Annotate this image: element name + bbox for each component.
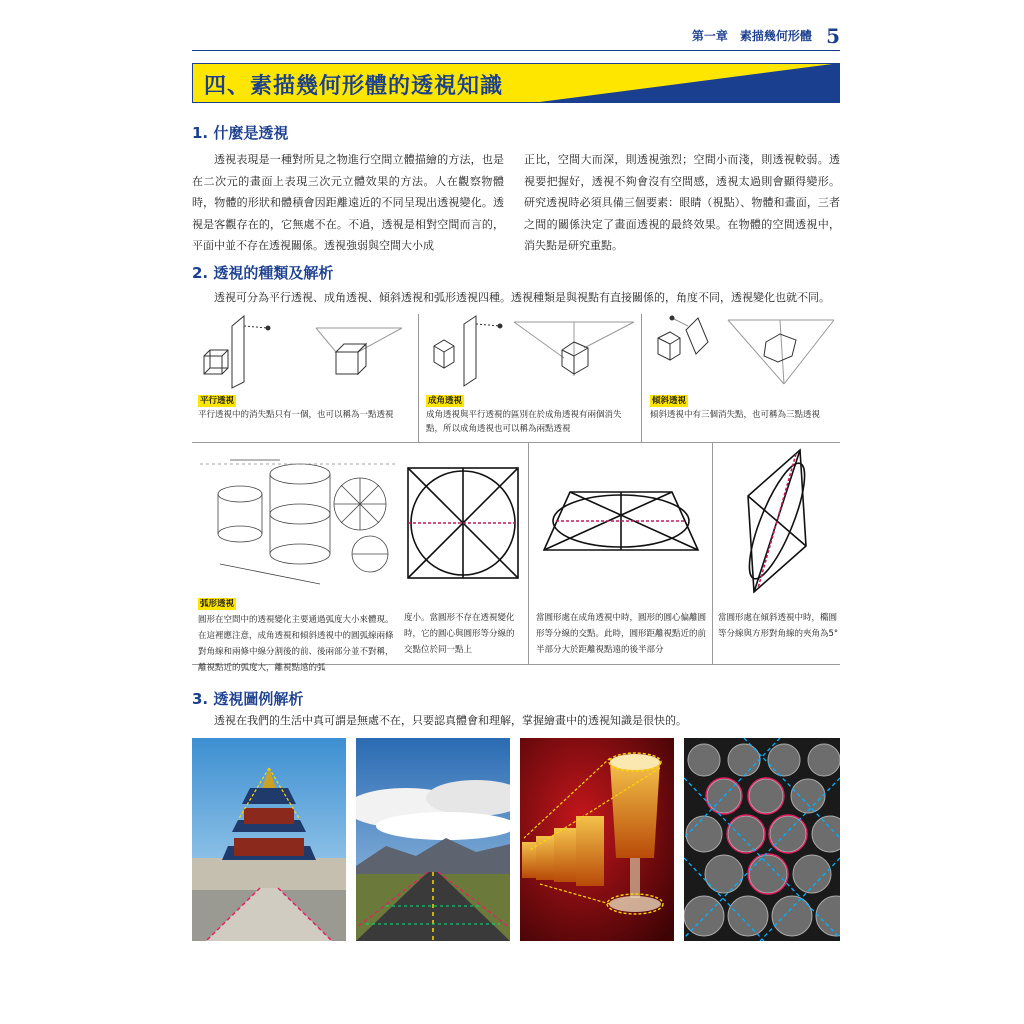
circle-in-square-figure [406,466,520,580]
section-2-intro: 透視可分為平行透視、成角透視、傾斜透視和弧形透視四種。透視種類是與視點有直接關係的，角度不同，透視變化也就不同。 [214,291,830,304]
arc-text-2: 度小。當圓形不存在透視變化時，它的圓心與圓形等分線的交點位於同一點上 [404,613,515,655]
parallel-perspective-figure [196,312,410,392]
angular-perspective-figure [424,312,636,392]
section-2-title: 2. 透視的種類及解析 [192,264,334,282]
angular-text: 成角透視與平行透視的區別在於成角透視有兩個消失點，所以成角透視也可以稱為兩點透視 [426,410,622,434]
circle-angular-figure [540,488,702,554]
running-header [692,24,840,48]
temple-photo [192,738,346,941]
arc-perspective-sketch [200,454,396,588]
column-divider [528,443,529,664]
circle-oblique-figure [744,448,810,594]
section-1-col-2: 正比，空間大而深，則透視強烈；空間小而淺，則透視較弱。透視要把握好，透視不夠會沒有空間感，透視太過則會顯得變形。研究透視時必須具備三個要素：眼睛（視點）、物體和畫面，三者之間的關係決定了畫面透視的最終效果。在物體的空間透視中，消失點是研究重點。 [524,153,840,252]
angular-caption [426,394,638,436]
banner-title: 四、素描幾何形體的透視知識 [204,74,504,99]
beer-glasses-photo [520,738,674,941]
page-number: 5 [826,24,840,48]
parallel-tag: 平行透視 [200,396,235,406]
column-divider [418,314,419,442]
header-rule [192,50,840,51]
oblique-text: 傾斜透視中有三個消失點，也可稱為三點透視 [650,410,821,420]
bottles-photo [684,738,840,941]
parallel-text: 平行透視中的消失點只有一個，也可以稱為一點透視 [198,410,394,420]
arc-tag: 弧形透視 [200,599,235,609]
parallel-caption [198,394,414,422]
section-3-title: 3. 透視圖例解析 [192,690,304,708]
section-banner [192,63,840,103]
section-3-intro: 透視在我們的生活中真可謂是無處不在，只要認真體會和理解，掌握繪畫中的透視知識是很快的。 [214,714,687,727]
arc-text-3: 當圓形處在成角透視中時，圓形的圓心偏離圓形等分線的交點。此時，圓形距離視點近的前半部分大於距離視點遠的後半部分 [536,613,707,655]
oblique-perspective-figure [648,312,838,392]
row-divider [192,442,840,443]
column-divider [641,314,642,442]
arc-caption-1 [198,596,394,676]
section-1-title: 1. 什麼是透視 [192,124,289,142]
angular-tag: 成角透視 [428,396,463,406]
oblique-tag: 傾斜透視 [652,396,687,406]
section-1-col-1: 透視表現是一種對所見之物進行空間立體描繪的方法，也是在二次元的畫面上表現三次元立體效果的方法。人在觀察物體時，物體的形狀和體積會因距離遠近的不同呈現出透視變化。透視是客觀存在的，它無處不在。不過，透視是相對空間而言的，平面中並不存在透視關係。透視強弱與空間大小成 [192,153,504,252]
arc-text-4: 當圓形處在傾斜透視中時，橢圓等分線與方形對角線的夾角為5° [718,613,839,639]
road-photo [356,738,510,941]
chapter-title: 第一章 素描幾何形體 [691,29,812,43]
column-divider [712,443,713,664]
oblique-caption [650,394,840,422]
arc-text-1: 圓形在空間中的透視變化主要通過弧度大小來體現。在這裡應注意，成角透視和傾斜透視中的圓弧線兩條對角線和兩條中線分割後的前、後兩部分並不對稱，離視點近的弧度大，離視點遠的弧 [198,615,394,673]
